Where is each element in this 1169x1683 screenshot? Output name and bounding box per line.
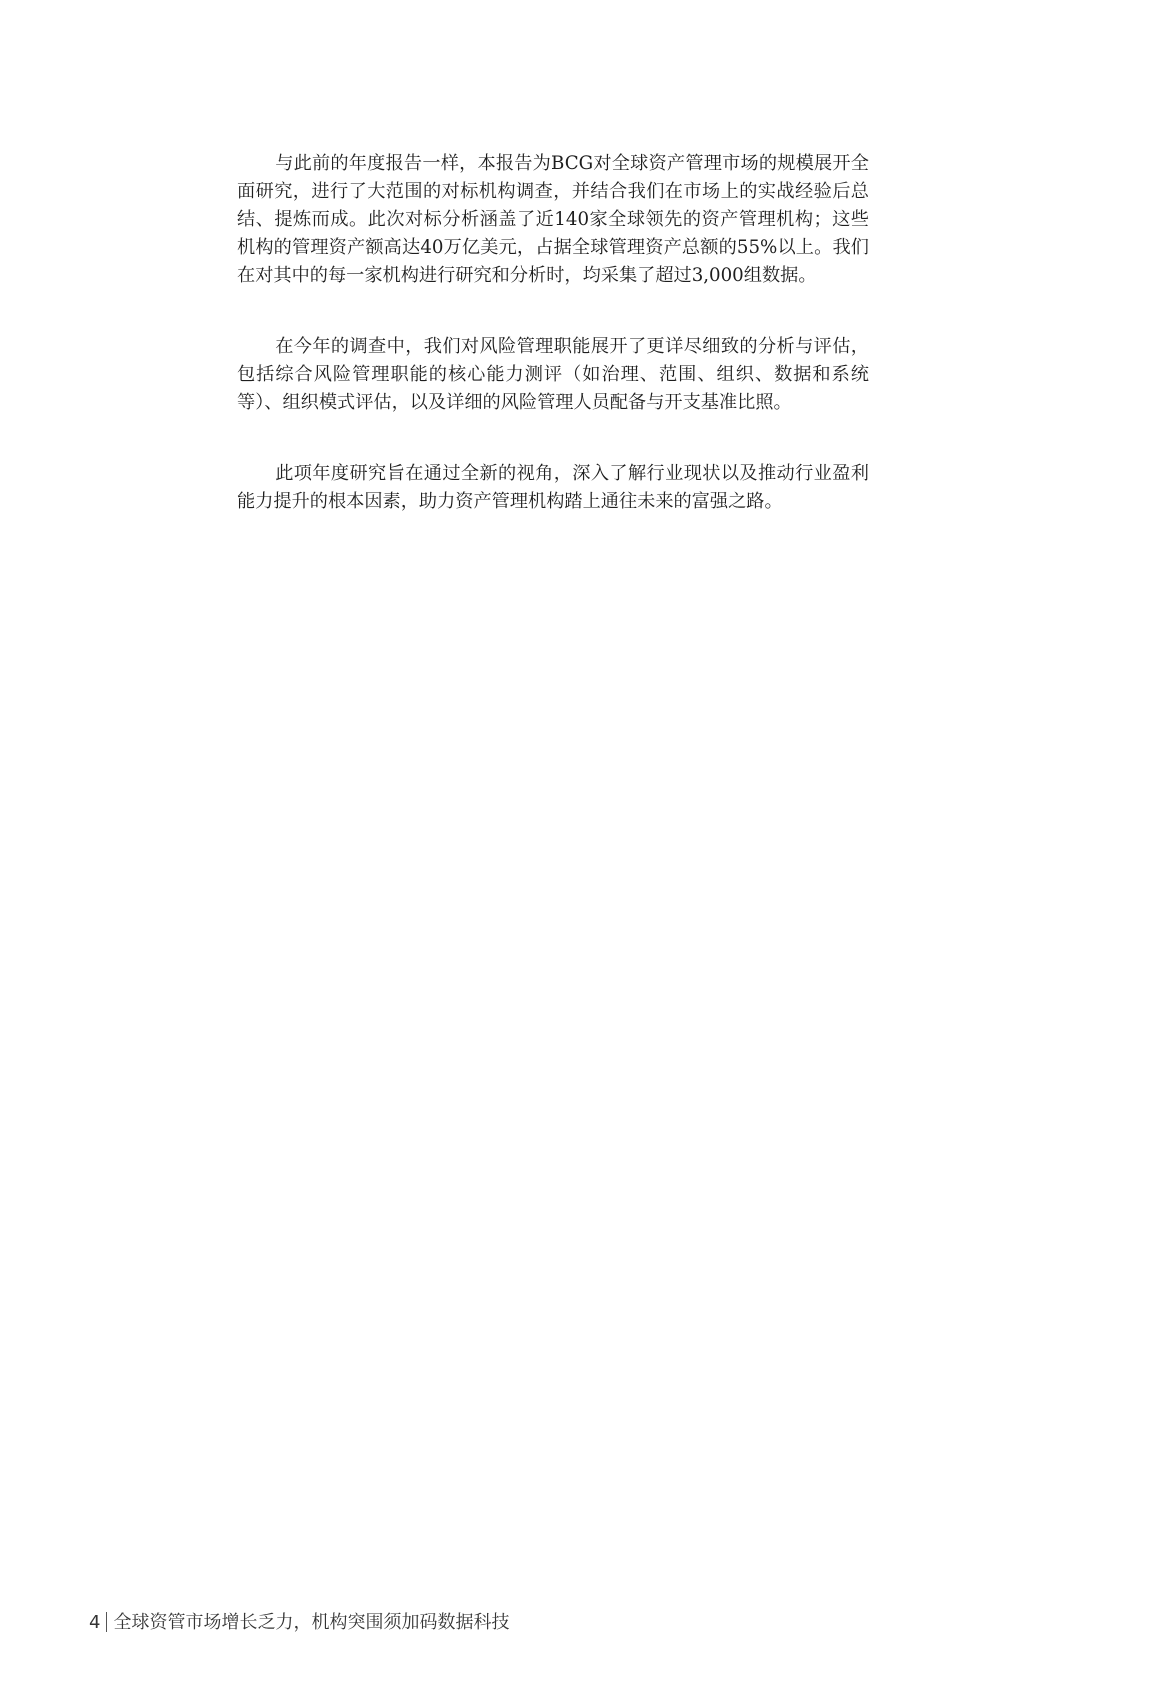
- paragraph-1: 与此前的年度报告一样，本报告为BCG对全球资产管理市场的规模展开全面研究，进行了大范围的对标机构调查，并结合我们在市场上的实战经验后总结、提炼而成。此次对标分析涵盖了近140家全球领先的资产管理机构；这些机构的管理资产额高达40万亿美元，占据全球管理资产总额的55%以上。我们在对其中的每一家机构进行研究和分析时，均采集了超过3,000组数据。: [237, 153, 869, 286]
- paragraph-2: 在今年的调查中，我们对风险管理职能展开了更详尽细致的分析与评估，包括综合风险管理职能的核心能力测评（如治理、范围、组织、数据和系统等）、组织模式评估，以及详细的风险管理人员配备与开支基准比照。: [237, 336, 869, 413]
- footer-title: 全球资管市场增长乏力，机构突围须加码数据科技: [113, 1612, 510, 1633]
- footer-separator: [106, 1612, 107, 1632]
- page-number: 4: [89, 1612, 101, 1633]
- page-footer: [89, 1612, 509, 1634]
- paragraph-3: 此项年度研究旨在通过全新的视角，深入了解行业现状以及推动行业盈利能力提升的根本因素，助力资产管理机构踏上通往未来的富强之路。: [237, 463, 869, 512]
- body-text: [237, 150, 869, 516]
